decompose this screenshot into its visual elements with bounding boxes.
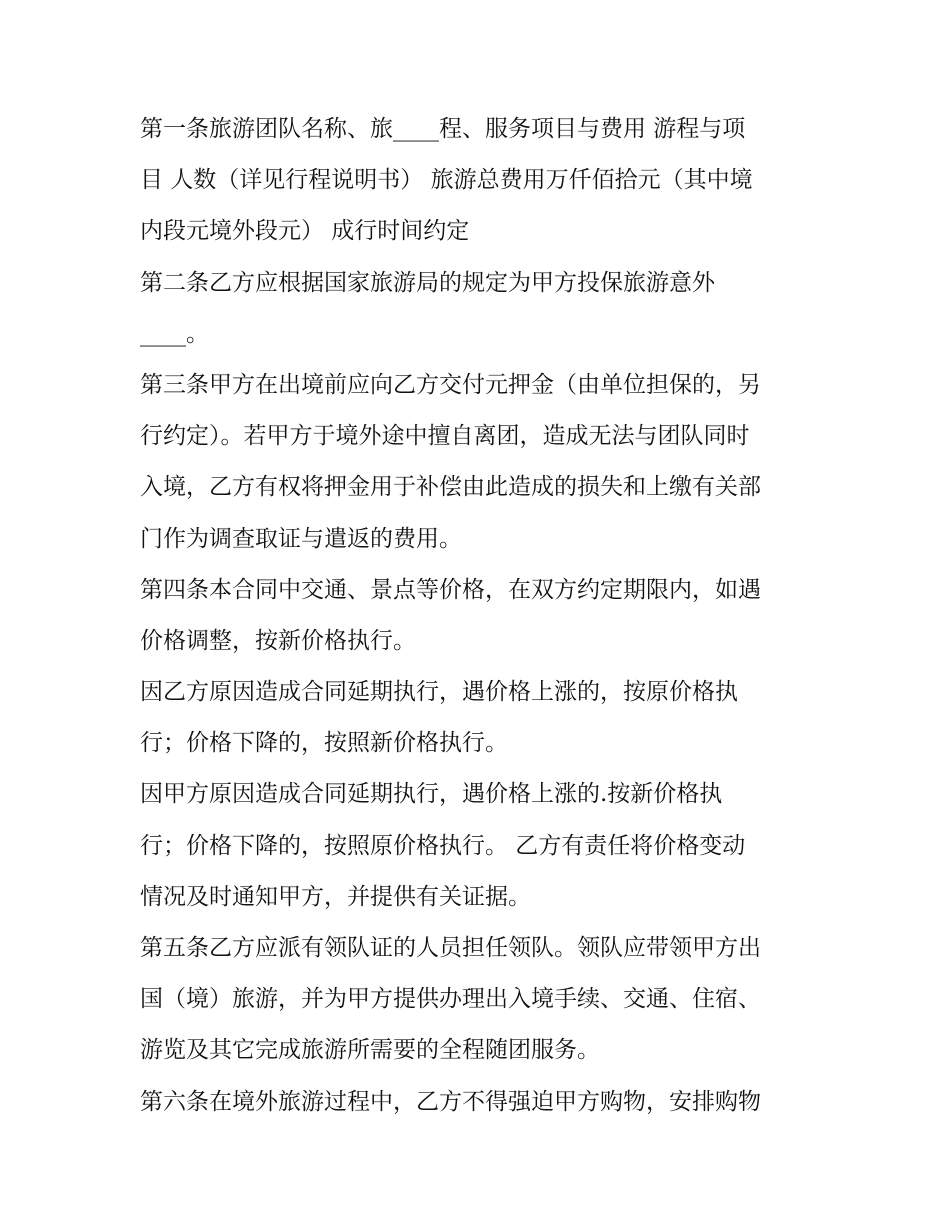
text-line: 行；价格下降的，按照新价格执行。: [140, 730, 508, 757]
text-line: 情况及时通知甲方，并提供有关证据。: [140, 883, 531, 910]
text-line: 行约定）。若甲方于境外途中擅自离团，造成无法与团队同时: [140, 423, 750, 450]
text-line: 第六条在境外旅游过程中，乙方不得强迫甲方购物，安排购物: [140, 1088, 761, 1115]
text-line: 因乙方原因造成合同延期执行，遇价格上涨的，按原价格执: [140, 679, 738, 706]
text-line: 国（境）旅游，并为甲方提供办理出入境手续、交通、住宿、: [140, 986, 761, 1013]
text-line: 第五条乙方应派有领队证的人员担任领队。领队应带领甲方出: [140, 935, 761, 961]
text-line: 内段元境外段元） 成行时间约定: [140, 218, 470, 245]
text-line: 目 人数（详见行程说明书） 旅游总费用万仟佰拾元（其中境: [140, 167, 753, 194]
text-line: 行；价格下降的，按照原价格执行。 乙方有责任将价格变动: [140, 832, 746, 859]
text-line: ____。: [140, 320, 209, 347]
text-line: 游览及其它完成旅游所需要的全程随团服务。: [140, 1037, 600, 1064]
text-line: 入境，乙方有权将押金用于补偿由此造成的损失和上缴有关部: [140, 474, 761, 501]
text-line: 第四条本合同中交通、景点等价格，在双方约定期限内，如遇: [140, 576, 761, 603]
text-line: 价格调整，按新价格执行。: [140, 627, 416, 654]
text-line: 门作为调查取证与遣返的费用。: [140, 525, 462, 552]
text-line: 因甲方原因造成合同延期执行，遇价格上涨的.按新价格执: [140, 781, 723, 808]
document-body: [140, 104, 820, 1128]
text-line: 第二条乙方应根据国家旅游局的规定为甲方投保旅游意外: [140, 269, 715, 296]
text-line: 第三条甲方在出境前应向乙方交付元押金（由单位担保的，另: [140, 371, 761, 398]
text-line: 第一条旅游团队名称、旅____程、服务项目与费用 游程与项: [140, 116, 746, 142]
